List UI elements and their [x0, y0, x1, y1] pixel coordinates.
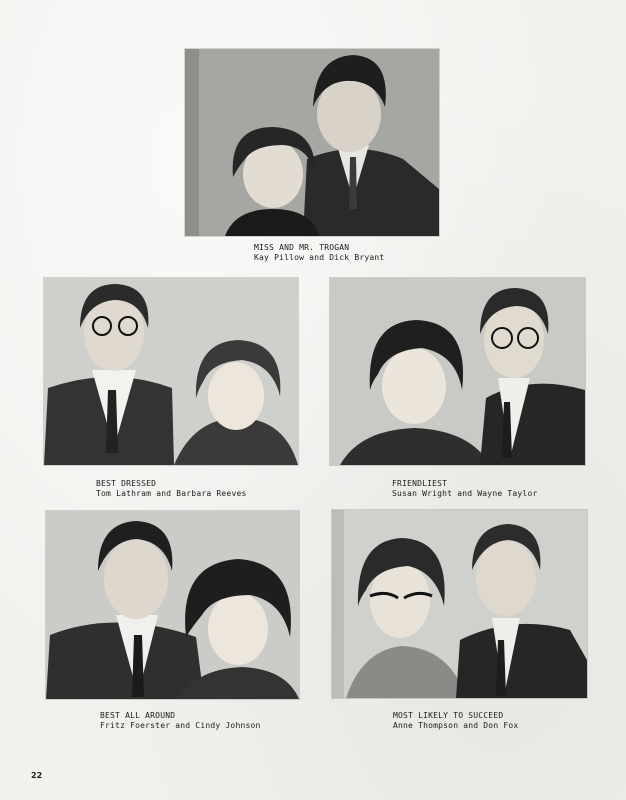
award-names: Fritz Foerster and Cindy Johnson [100, 721, 261, 730]
photo-portrait-pair [46, 511, 299, 699]
caption-friendliest [392, 479, 537, 499]
caption-best-dressed [96, 479, 247, 499]
award-names: Anne Thompson and Don Fox [393, 721, 519, 730]
photo-portrait-pair [44, 278, 298, 465]
award-title: FRIENDLIEST [392, 479, 448, 488]
caption-miss-and-mr-trogan [254, 243, 384, 263]
photo-portrait-pair [185, 49, 439, 236]
photo-best-all-around [46, 511, 299, 699]
photo-friendliest [330, 278, 585, 465]
caption-most-likely-to-succeed [393, 711, 518, 731]
photo-most-likely-to-succeed [332, 510, 587, 698]
page-number: 22 [31, 771, 43, 780]
photo-miss-and-mr-trogan [185, 49, 439, 236]
award-title: BEST ALL AROUND [100, 711, 176, 720]
award-title: MISS AND MR. TROGAN [254, 243, 350, 252]
photo-portrait-pair [330, 278, 585, 465]
photo-portrait-pair [332, 510, 587, 698]
award-names: Kay Pillow and Dick Bryant [254, 253, 385, 262]
award-title: BEST DRESSED [96, 479, 157, 488]
photo-best-dressed [44, 278, 298, 465]
award-names: Susan Wright and Wayne Taylor [392, 489, 538, 498]
award-names: Tom Lathram and Barbara Reeves [96, 489, 247, 498]
caption-best-all-around [100, 711, 261, 731]
award-title: MOST LIKELY TO SUCCEED [393, 711, 504, 720]
